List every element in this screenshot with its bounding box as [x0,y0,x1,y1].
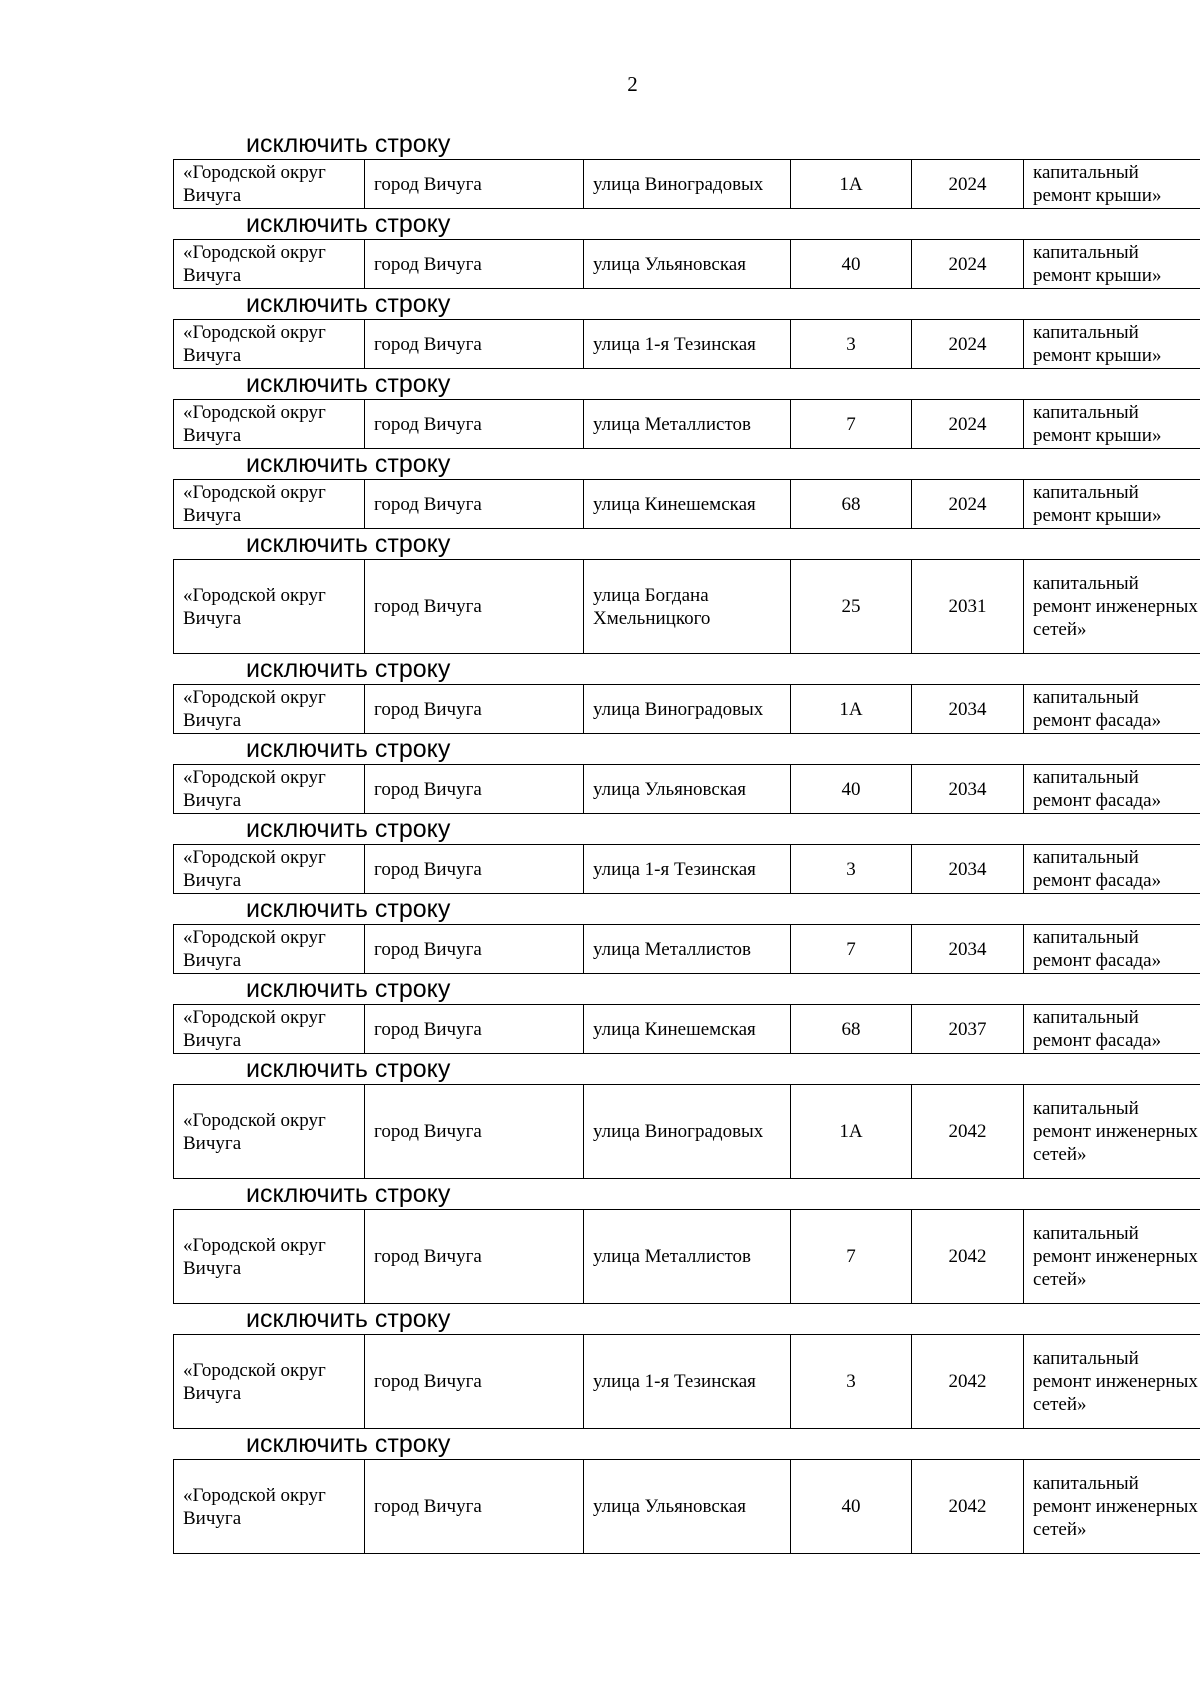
street-cell: улица Виноградовых [584,160,791,209]
register-row-table [173,239,1200,289]
excluded-row-section [173,289,1162,369]
excluded-row-section [173,529,1198,654]
table-row [174,765,1200,814]
work-type-cell: капитальный ремонт инженерных сетей» [1024,1335,1200,1429]
settlement-cell: город Вичуга [365,320,584,369]
street-cell: улица Металлистов [584,1210,791,1304]
register-row-table [173,559,1200,654]
excluded-row-section [173,734,1162,814]
settlement-cell: город Вичуга [365,240,584,289]
table-row [174,400,1200,449]
register-row-table [173,1084,1200,1179]
settlement-cell: город Вичуга [365,160,584,209]
table-row [174,1210,1200,1304]
exclude-row-instruction: исключить строку [246,895,451,923]
municipality-cell: «Городской округ Вичуга [174,685,365,734]
work-type-cell: капитальный ремонт фасада» [1024,925,1200,974]
house-number-cell: 3 [791,1335,912,1429]
municipality-cell: «Городской округ Вичуга [174,925,365,974]
street-cell: улица Ульяновская [584,765,791,814]
table-row [174,1460,1200,1554]
table-row [174,240,1200,289]
exclude-row-instruction: исключить строку [246,815,451,843]
house-number-cell: 1А [791,1085,912,1179]
year-cell: 2024 [912,240,1024,289]
excluded-row-section [173,369,1162,449]
house-number-cell: 1А [791,685,912,734]
register-row-table [173,399,1200,449]
year-cell: 2037 [912,1005,1024,1054]
year-cell: 2024 [912,160,1024,209]
work-type-cell: капитальный ремонт инженерных сетей» [1024,560,1200,654]
register-row-table [173,1209,1200,1304]
street-cell: улица Виноградовых [584,685,791,734]
excluded-row-section [173,1054,1198,1179]
exclude-row-instruction: исключить строку [246,1055,451,1083]
house-number-cell: 40 [791,240,912,289]
exclude-row-instruction: исключить строку [246,975,451,1003]
municipality-cell: «Городской округ Вичуга [174,1085,365,1179]
excluded-row-section [173,129,1162,209]
year-cell: 2042 [912,1210,1024,1304]
settlement-cell: город Вичуга [365,1005,584,1054]
street-cell: улица Богдана Хмельницкого [584,560,791,654]
work-type-cell: капитальный ремонт крыши» [1024,160,1200,209]
excluded-row-section [173,1179,1198,1304]
register-row-table [173,479,1200,529]
excluded-row-section [173,654,1162,734]
settlement-cell: город Вичуга [365,685,584,734]
exclude-row-instruction: исключить строку [246,1430,451,1458]
register-row-table [173,1004,1200,1054]
house-number-cell: 3 [791,845,912,894]
excluded-row-section [173,449,1162,529]
house-number-cell: 3 [791,320,912,369]
exclude-row-instruction: исключить строку [246,655,451,683]
excluded-row-section [173,814,1162,894]
year-cell: 2034 [912,845,1024,894]
year-cell: 2042 [912,1335,1024,1429]
municipality-cell: «Городской округ Вичуга [174,240,365,289]
house-number-cell: 7 [791,1210,912,1304]
excluded-rows-list [173,129,1198,1554]
street-cell: улица Виноградовых [584,1085,791,1179]
street-cell: улица Ульяновская [584,1460,791,1554]
year-cell: 2034 [912,685,1024,734]
exclude-row-instruction: исключить строку [246,130,451,158]
work-type-cell: капитальный ремонт инженерных сетей» [1024,1460,1200,1554]
house-number-cell: 25 [791,560,912,654]
work-type-cell: капитальный ремонт крыши» [1024,400,1200,449]
exclude-row-instruction: исключить строку [246,735,451,763]
table-row [174,685,1200,734]
register-row-table [173,319,1200,369]
exclude-row-instruction: исключить строку [246,530,451,558]
street-cell: улица 1-я Тезинская [584,845,791,894]
year-cell: 2034 [912,925,1024,974]
municipality-cell: «Городской округ Вичуга [174,1210,365,1304]
municipality-cell: «Городской округ Вичуга [174,1460,365,1554]
work-type-cell: капитальный ремонт фасада» [1024,685,1200,734]
municipality-cell: «Городской округ Вичуга [174,1005,365,1054]
register-row-table [173,844,1200,894]
table-row [174,480,1200,529]
house-number-cell: 68 [791,480,912,529]
street-cell: улица Кинешемская [584,1005,791,1054]
settlement-cell: город Вичуга [365,845,584,894]
work-type-cell: капитальный ремонт фасада» [1024,845,1200,894]
excluded-row-section [173,974,1162,1054]
exclude-row-instruction: исключить строку [246,1180,451,1208]
table-row [174,1005,1200,1054]
excluded-row-section [173,894,1162,974]
municipality-cell: «Городской округ Вичуга [174,1335,365,1429]
settlement-cell: город Вичуга [365,560,584,654]
house-number-cell: 40 [791,1460,912,1554]
exclude-row-instruction: исключить строку [246,210,451,238]
register-row-table [173,764,1200,814]
table-row [174,160,1200,209]
municipality-cell: «Городской округ Вичуга [174,845,365,894]
excluded-row-section [173,1429,1198,1554]
municipality-cell: «Городской округ Вичуга [174,400,365,449]
table-row [174,925,1200,974]
house-number-cell: 40 [791,765,912,814]
settlement-cell: город Вичуга [365,765,584,814]
year-cell: 2024 [912,480,1024,529]
municipality-cell: «Городской округ Вичуга [174,480,365,529]
table-row [174,1335,1200,1429]
street-cell: улица 1-я Тезинская [584,1335,791,1429]
register-row-table [173,159,1200,209]
street-cell: улица Металлистов [584,400,791,449]
municipality-cell: «Городской округ Вичуга [174,320,365,369]
street-cell: улица Металлистов [584,925,791,974]
work-type-cell: капитальный ремонт инженерных сетей» [1024,1210,1200,1304]
exclude-row-instruction: исключить строку [246,450,451,478]
register-row-table [173,684,1200,734]
excluded-row-section [173,1304,1198,1429]
register-row-table [173,1334,1200,1429]
excluded-row-section [173,209,1162,289]
house-number-cell: 1А [791,160,912,209]
settlement-cell: город Вичуга [365,1085,584,1179]
year-cell: 2042 [912,1085,1024,1179]
municipality-cell: «Городской округ Вичуга [174,560,365,654]
exclude-row-instruction: исключить строку [246,1305,451,1333]
page-number: 2 [627,72,638,96]
house-number-cell: 68 [791,1005,912,1054]
street-cell: улица Ульяновская [584,240,791,289]
street-cell: улица 1-я Тезинская [584,320,791,369]
year-cell: 2024 [912,320,1024,369]
house-number-cell: 7 [791,925,912,974]
register-row-table [173,924,1200,974]
work-type-cell: капитальный ремонт фасада» [1024,1005,1200,1054]
settlement-cell: город Вичуга [365,1335,584,1429]
street-cell: улица Кинешемская [584,480,791,529]
register-row-table [173,1459,1200,1554]
exclude-row-instruction: исключить строку [246,290,451,318]
year-cell: 2024 [912,400,1024,449]
year-cell: 2034 [912,765,1024,814]
municipality-cell: «Городской округ Вичуга [174,765,365,814]
settlement-cell: город Вичуга [365,925,584,974]
work-type-cell: капитальный ремонт крыши» [1024,320,1200,369]
house-number-cell: 7 [791,400,912,449]
table-row [174,560,1200,654]
work-type-cell: капитальный ремонт крыши» [1024,240,1200,289]
table-row [174,845,1200,894]
year-cell: 2042 [912,1460,1024,1554]
table-row [174,1085,1200,1179]
settlement-cell: город Вичуга [365,480,584,529]
exclude-row-instruction: исключить строку [246,370,451,398]
year-cell: 2031 [912,560,1024,654]
settlement-cell: город Вичуга [365,400,584,449]
work-type-cell: капитальный ремонт фасада» [1024,765,1200,814]
work-type-cell: капитальный ремонт инженерных сетей» [1024,1085,1200,1179]
settlement-cell: город Вичуга [365,1460,584,1554]
table-row [174,320,1200,369]
settlement-cell: город Вичуга [365,1210,584,1304]
municipality-cell: «Городской округ Вичуга [174,160,365,209]
work-type-cell: капитальный ремонт крыши» [1024,480,1200,529]
